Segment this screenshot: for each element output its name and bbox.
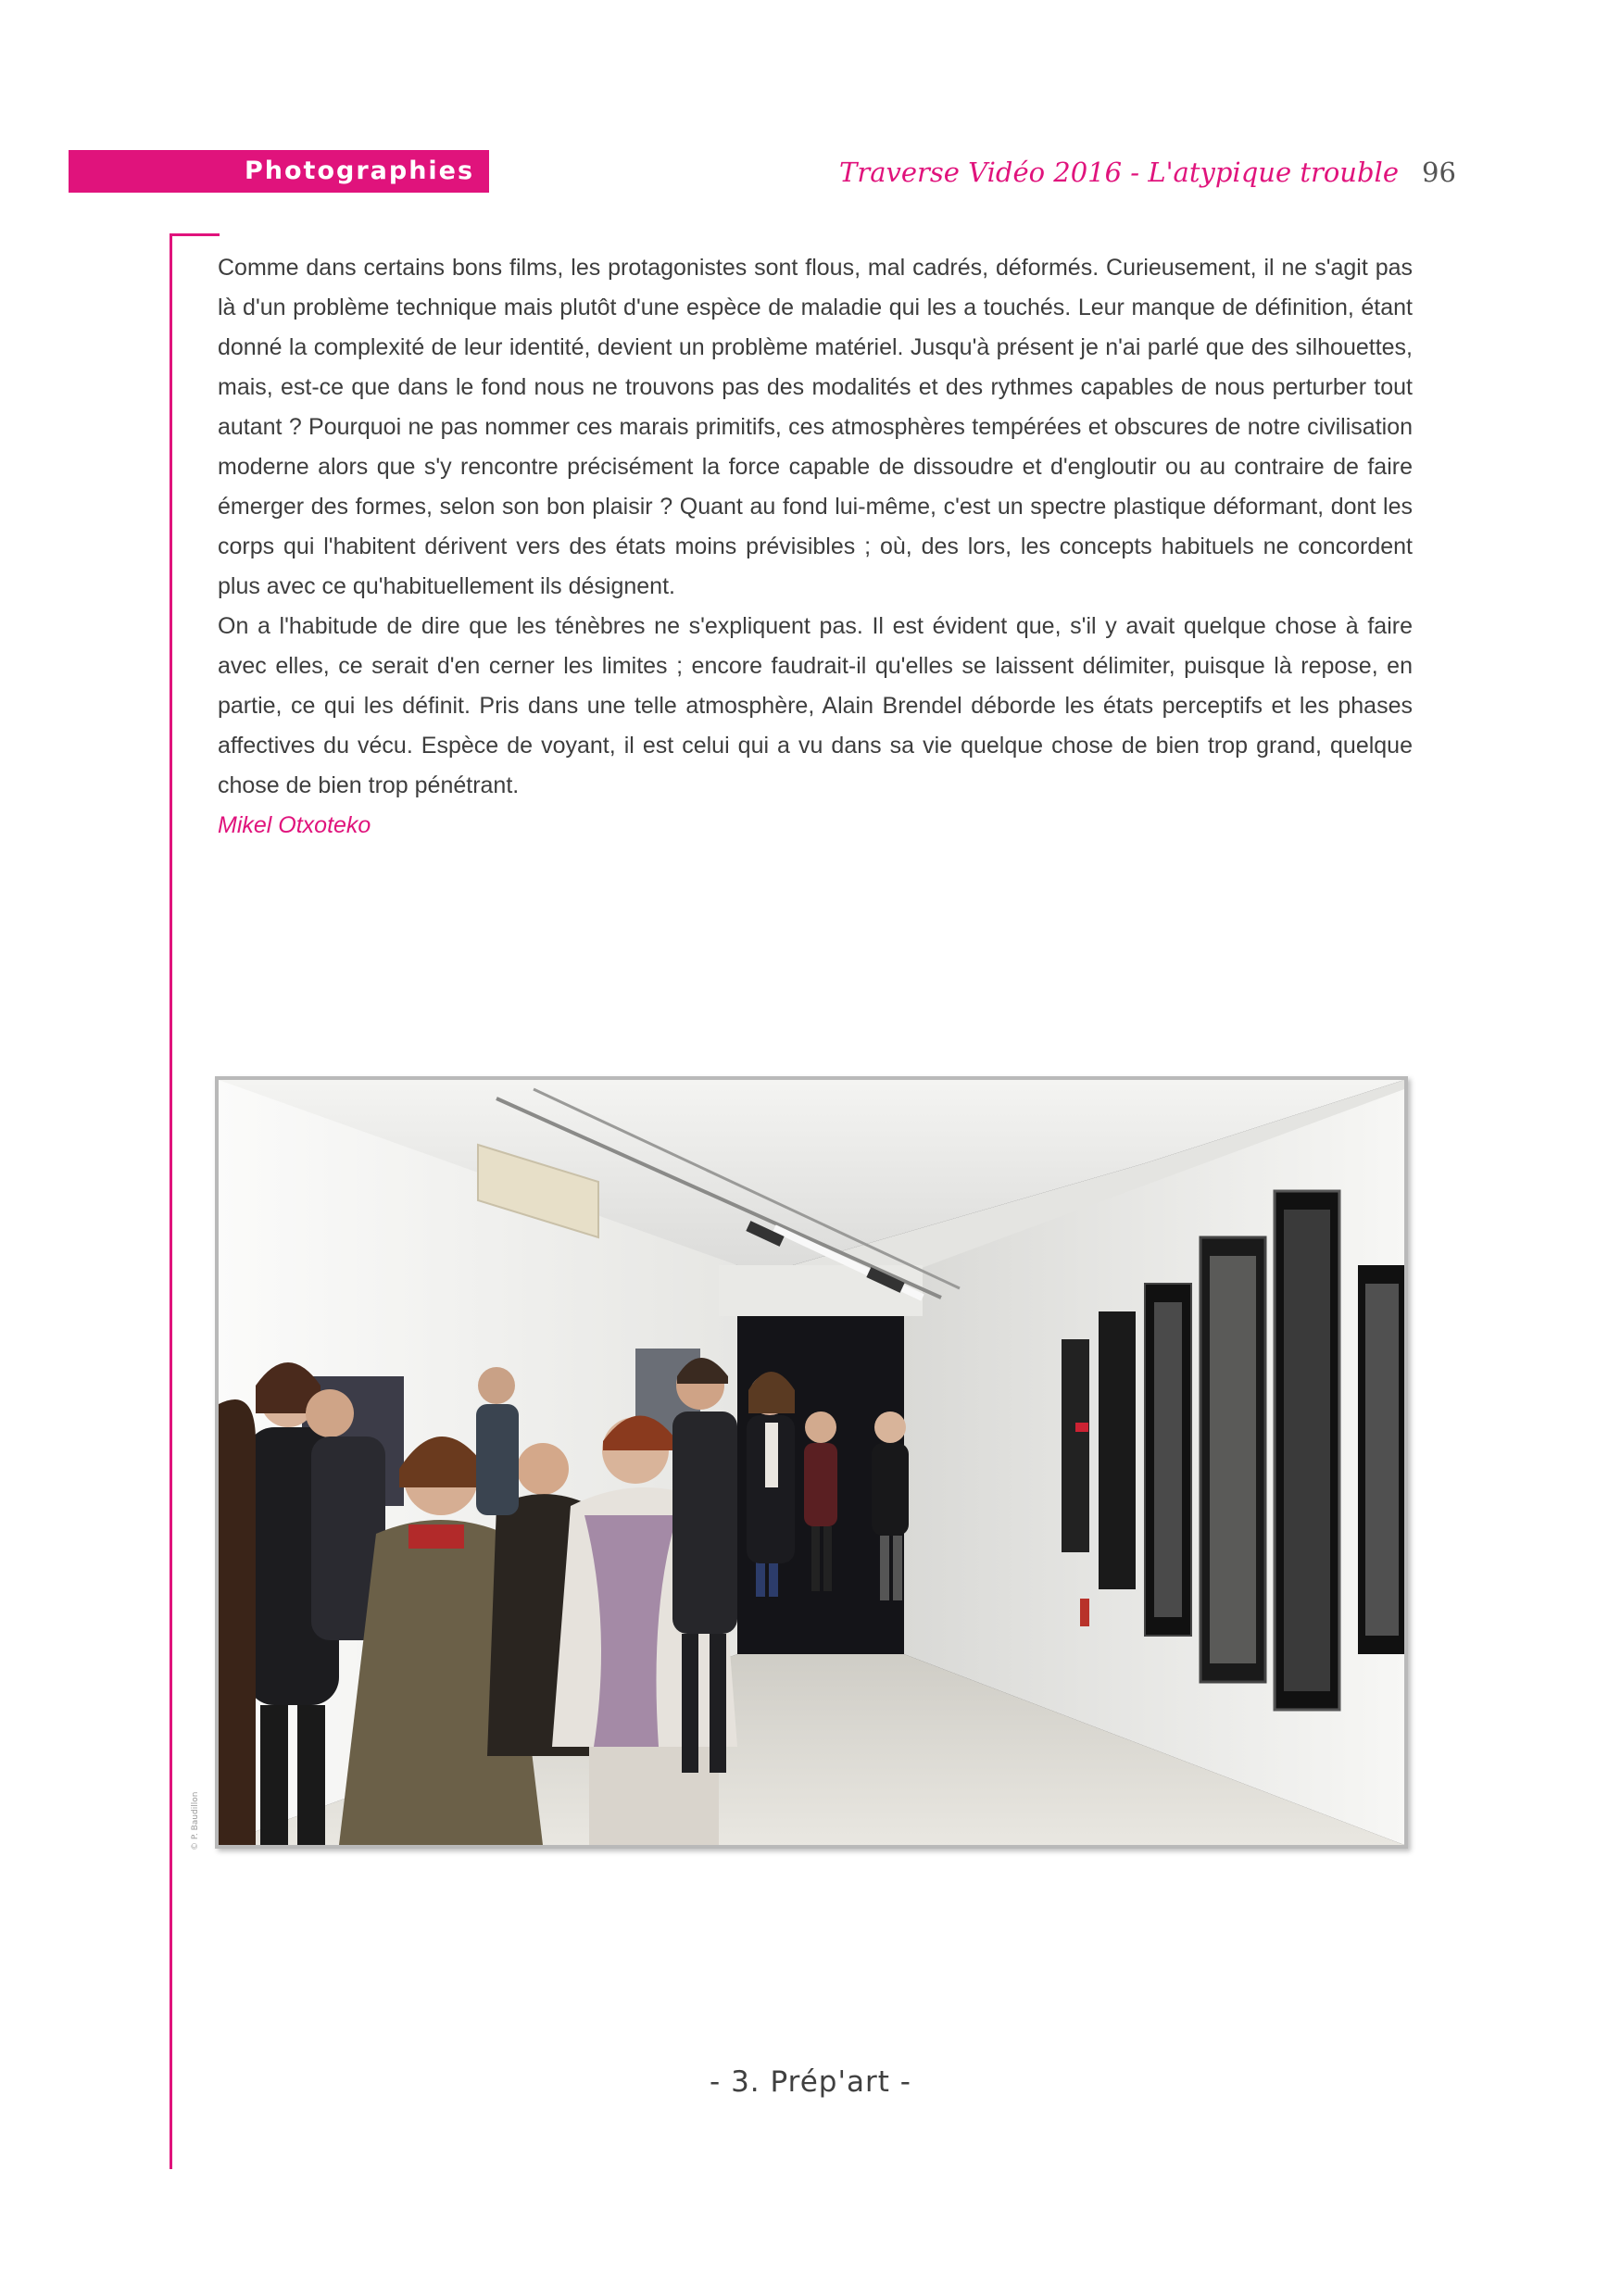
page-number: 96	[1422, 157, 1456, 188]
margin-rule	[170, 233, 172, 2169]
article-body	[218, 248, 1413, 846]
author-signature: Mikel Otxoteko	[218, 812, 371, 838]
section-label: Photographies	[245, 157, 475, 185]
page-footer: - 3. Prép'art -	[710, 2065, 911, 2099]
margin-rule-top	[170, 233, 220, 236]
paragraph-1: Comme dans certains bons films, les protagonistes sont flous, mal cadrés, déformés. Curieusement, il ne s'agit pas là d'un problème technique mais plutôt d'une espèce de maladie qui les a touchés. Leur manque de définition, étant donné la complexité de leur identité, devient un problème matériel. Jusqu'à présent je n'ai parlé que des silhouettes, mais, est-ce que dans le fond nous ne trouvons pas des modalités et des rythmes capables de nous perturber tout autant ? Pourquoi ne pas nommer ces marais primitifs, ces atmosphères tempérées et obscures de notre civilisation moderne alors que s'y rencontre précisément la force capable de dissoudre et d'engloutir ou au contraire de faire émerger des formes, selon son bon plaisir ? Quant au fond lui-même, c'est un spectre plastique déformant, dont les corps qui l'habitent dérivent vers des états moins prévisibles ; où, des lors, les concepts habituels ne concordent plus avec ce qu'habituellement ils désignent.	[218, 255, 1413, 599]
gallery-scene-illustration	[219, 1080, 1404, 1845]
section-tab	[69, 150, 489, 193]
running-title: Traverse Vidéo 2016 - L'atypique trouble	[839, 157, 1399, 188]
photo-credit: © P. Baudillon	[191, 1791, 200, 1851]
paragraph-2: On a l'habitude de dire que les ténèbres ne s'expliquent pas. Il est évident que, s'il y avait quelque chose à faire avec elles, ce serait d'en cerner les limites ; encore faudrait-il qu'elles se laissent délimiter, puisque là repose, en partie, ce qui les définit. Pris dans une telle atmosphère, Alain Brendel déborde les états perceptifs et les phases affectives du vécu. Espèce de voyant, il est celui qui a vu dans sa vie quelque chose de bien trop grand, quelque chose de bien trop pénétrant.	[218, 613, 1413, 798]
exhibition-photo	[215, 1076, 1408, 1849]
